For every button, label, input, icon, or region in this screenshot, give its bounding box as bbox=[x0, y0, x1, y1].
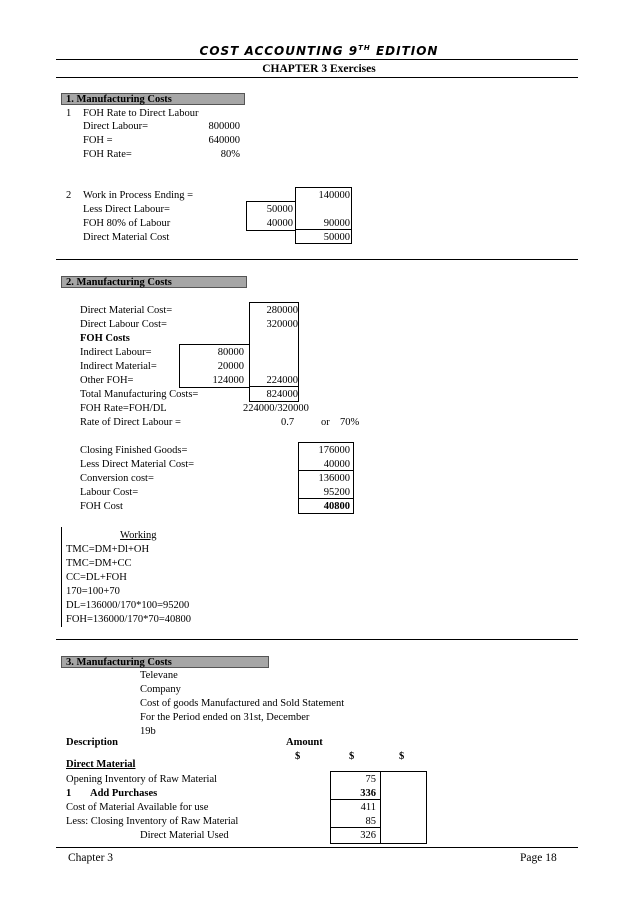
direct-material-heading: Direct Material bbox=[66, 759, 136, 770]
sum-rule bbox=[249, 386, 299, 387]
chapter-subtitle: CHAPTER 3 Exercises bbox=[262, 63, 376, 75]
dmc-label: Direct Material Cost bbox=[83, 232, 170, 243]
other-foh-value: 124000 bbox=[212, 375, 244, 386]
rate-dl-pct: 70% bbox=[340, 417, 360, 428]
foh-label: FOH = bbox=[83, 135, 113, 146]
sum-rule bbox=[330, 827, 381, 828]
purchases-number: 1 bbox=[66, 788, 72, 799]
header-rule bbox=[56, 59, 578, 60]
dl-value: 800000 bbox=[208, 121, 240, 132]
currency-col-3: $ bbox=[399, 751, 405, 762]
sum-rule bbox=[295, 229, 352, 230]
dl-cost-value: 320000 bbox=[266, 319, 298, 330]
labour-cost-label: Labour Cost= bbox=[80, 487, 139, 498]
working-line: 170=100+70 bbox=[66, 586, 120, 597]
period-line: For the Period ended on 31st, December bbox=[140, 712, 310, 723]
dl-label: Direct Labour= bbox=[83, 121, 149, 132]
working-line: TMC=DM+CC bbox=[66, 558, 132, 569]
indirect-labour-label: Indirect Labour= bbox=[80, 347, 152, 358]
dm-label: Direct Material Cost= bbox=[80, 305, 173, 316]
header-rule-2 bbox=[56, 77, 578, 78]
wip-label: Work in Process Ending = bbox=[83, 190, 194, 201]
footer-page-number: Page 18 bbox=[520, 852, 557, 864]
q1-title: FOH Rate to Direct Labour bbox=[83, 108, 199, 119]
foh-total-value: 224000 bbox=[266, 375, 298, 386]
indirect-labour-value: 80000 bbox=[217, 347, 244, 358]
cell-box bbox=[246, 201, 296, 231]
statement-title: Cost of goods Manufactured and Sold Statement bbox=[140, 698, 345, 709]
cfg-value: 176000 bbox=[318, 445, 350, 456]
year-line: 19b bbox=[140, 726, 156, 737]
cell-box bbox=[298, 442, 354, 514]
section-divider bbox=[56, 259, 578, 260]
working-line: FOH=136000/170*70=40800 bbox=[66, 614, 192, 625]
material-available-label: Cost of Material Available for use bbox=[66, 802, 209, 813]
less-dl-label: Less Direct Labour= bbox=[83, 204, 170, 215]
footer-rule bbox=[56, 847, 578, 848]
foh-cost-value: 40800 bbox=[323, 501, 350, 512]
foh80-label: FOH 80% of Labour bbox=[83, 218, 171, 229]
rate-dl-label: Rate of Direct Labour = bbox=[80, 417, 181, 428]
indirect-material-value: 20000 bbox=[217, 361, 244, 372]
conversion-value: 136000 bbox=[318, 473, 350, 484]
closing-inventory-label: Less: Closing Inventory of Raw Material bbox=[66, 816, 239, 827]
ldm-value: 40000 bbox=[323, 459, 350, 470]
description-header: Description bbox=[66, 737, 118, 748]
subtotal-value: 90000 bbox=[323, 218, 350, 229]
conversion-label: Conversion cost= bbox=[80, 473, 154, 484]
sum-rule bbox=[330, 799, 381, 800]
labour-cost-value: 95200 bbox=[323, 487, 350, 498]
other-foh-label: Other FOH= bbox=[80, 375, 134, 386]
purchases-label: Add Purchases bbox=[90, 788, 158, 799]
section-2-title: 2. Manufacturing Costs bbox=[61, 276, 247, 288]
dl-cost-label: Direct Labour Cost= bbox=[80, 319, 167, 330]
ldm-label: Less Direct Material Cost= bbox=[80, 459, 195, 470]
foh-rate-formula-label: FOH Rate=FOH/DL bbox=[80, 403, 167, 414]
working-line: TMC=DM+Dl+OH bbox=[66, 544, 150, 555]
working-title: Working bbox=[120, 530, 157, 541]
q1-number: 1 bbox=[66, 108, 72, 119]
closing-inventory-value: 85 bbox=[365, 816, 376, 827]
material-used-value: 326 bbox=[360, 830, 376, 841]
dmc-value: 50000 bbox=[323, 232, 350, 243]
opening-inventory-label: Opening Inventory of Raw Material bbox=[66, 774, 218, 785]
tmc-label: Total Manufacturing Costs= bbox=[80, 389, 199, 400]
foh-rate-formula-value: 224000/320000 bbox=[243, 403, 309, 414]
sum-rule bbox=[298, 470, 354, 471]
q2-number: 2 bbox=[66, 190, 72, 201]
indirect-material-label: Indirect Material= bbox=[80, 361, 157, 372]
working-line: DL=136000/170*100=95200 bbox=[66, 600, 190, 611]
cell-box bbox=[179, 344, 250, 388]
section-3-title: 3. Manufacturing Costs bbox=[61, 656, 269, 668]
cell-box bbox=[330, 771, 381, 844]
amount-header: Amount bbox=[286, 737, 323, 748]
company-name: Televane bbox=[140, 670, 178, 681]
working-bar bbox=[61, 527, 62, 627]
less-dl-value: 50000 bbox=[266, 204, 293, 215]
foh-rate-value: 80% bbox=[220, 149, 240, 160]
cfg-label: Closing Finished Goods= bbox=[80, 445, 188, 456]
company-label: Company bbox=[140, 684, 181, 695]
working-line: CC=DL+FOH bbox=[66, 572, 127, 583]
tmc-value: 824000 bbox=[266, 389, 298, 400]
material-available-value: 411 bbox=[360, 802, 376, 813]
opening-inventory-value: 75 bbox=[365, 774, 376, 785]
purchases-value: 336 bbox=[360, 788, 376, 799]
currency-col-1: $ bbox=[295, 751, 301, 762]
sum-rule bbox=[298, 498, 354, 499]
wip-value: 140000 bbox=[318, 190, 350, 201]
currency-col-2: $ bbox=[349, 751, 355, 762]
cell-box bbox=[380, 771, 427, 844]
footer-chapter: Chapter 3 bbox=[68, 852, 114, 864]
section-1-title: 1. Manufacturing Costs bbox=[61, 93, 245, 105]
cell-box bbox=[249, 302, 299, 402]
dm-value: 280000 bbox=[266, 305, 298, 316]
rate-dl-or: or bbox=[321, 417, 330, 428]
material-used-label: Direct Material Used bbox=[140, 830, 229, 841]
foh-costs-heading: FOH Costs bbox=[80, 333, 130, 344]
foh80-value: 40000 bbox=[266, 218, 293, 229]
document-title: COST ACCOUNTING 9TH EDITION bbox=[199, 44, 439, 58]
foh-rate-label: FOH Rate= bbox=[83, 149, 132, 160]
foh-cost-label: FOH Cost bbox=[80, 501, 123, 512]
cell-box bbox=[295, 187, 352, 244]
foh-value: 640000 bbox=[208, 135, 240, 146]
rate-dl-value: 0.7 bbox=[281, 417, 295, 428]
section-divider bbox=[56, 639, 578, 640]
